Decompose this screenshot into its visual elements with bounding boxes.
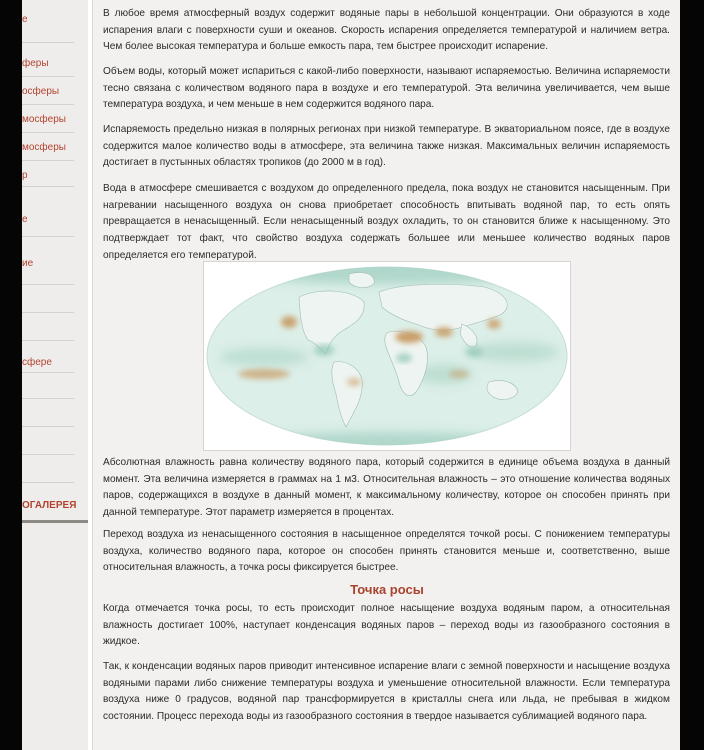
left-black-edge <box>0 0 22 750</box>
sidebar-menu <box>22 0 89 750</box>
humidity-map-image <box>203 261 571 451</box>
article-paragraph: В любое время атмосферный воздух содержит водяные пары в небольшой концентрации. Они образуются в ходе испарения влаги с поверхности суши и океанов. Скорость испарения определяется температурой и наличием ветра. Чем более высокая температура и больше емкость пара, тем быстрее происходит испарение. <box>103 8 670 53</box>
sidebar-divider <box>22 398 74 399</box>
sidebar-divider <box>22 132 74 133</box>
article-content <box>92 0 681 750</box>
sidebar-item-1[interactable]: е <box>22 14 28 25</box>
sidebar-item-7[interactable]: е <box>22 214 28 225</box>
sidebar-divider <box>22 160 74 161</box>
sidebar-item-6[interactable]: р <box>22 170 28 181</box>
sidebar-divider <box>22 482 74 483</box>
sidebar-divider <box>22 104 74 105</box>
sidebar-divider <box>22 426 74 427</box>
sidebar-item-5[interactable]: мосферы <box>22 142 66 153</box>
sidebar-item-4[interactable]: мосферы <box>22 114 66 125</box>
world-map-graphic <box>204 262 570 450</box>
article-paragraph: Объем воды, который может испариться с какой-либо поверхности, называют испаряемостью. Величина испаряемости тесно связана с количеством водяного пара в воздухе и его температурой. Эта величина увеличивается, чем выше температура воздуха, и чем меньше в нем содержится водяного пара. <box>103 66 670 111</box>
article-paragraph: Абсолютная влажность равна количеству водяного пара, который содержится в единице объема воздуха в данный момент. Эта величина измеряется в граммах на 1 м3. Относительная влажность – это отношение количества водяных паров, содержащихся в воздухе в данный момент, к максимальному количеству, которое он способен принять при данной температуре. Этот параметр измеряется в процентах. <box>103 457 670 519</box>
sidebar-divider <box>22 76 74 77</box>
article-paragraph: Переход воздуха из ненасыщенного состояния в насыщенное определятся точкой росы. С понижением температуры воздуха, количество водяного пара, которое он способен принять становится меньше и, соответственно, выше относительная влажность, а точка росы фиксируется быстрее. <box>103 529 670 574</box>
sidebar-item-2[interactable]: феры <box>22 58 49 69</box>
sidebar-item-9[interactable]: сфере <box>22 357 52 368</box>
sidebar-divider <box>22 284 74 285</box>
sidebar-divider <box>22 236 74 237</box>
right-black-edge <box>680 0 704 750</box>
photo-gallery-link[interactable]: ОГАЛЕРЕЯ <box>22 500 77 511</box>
section-heading: Точка росы <box>350 582 424 597</box>
sidebar-divider <box>22 186 74 187</box>
sidebar-divider <box>22 42 74 43</box>
article-paragraph: Испаряемость предельно низкая в полярных регионах при низкой температуре. В экваториальном поясе, где в воздухе содержится малое количество воды в атмосфере, эта величина также низкая. Максимальных величин испаряемость достигает в пустынных областях тропиков (до 2000 м в год). <box>103 124 670 169</box>
sidebar-divider <box>22 372 74 373</box>
article-paragraph: Когда отмечается точка росы, то есть происходит полное насыщение воздуха водяным паром, а относительная влажность достигает 100%, наступает конденсация водяных паров – переход воды из газообразного состояния в жидкое. <box>103 603 670 648</box>
article-paragraph: Вода в атмосфере смешивается с воздухом до определенного предела, пока воздух не становится насыщенным. При нагревании насыщенного воздуха он снова приобретает способность впитывать водяной пар, то есть опять превращается в ненасыщенный. Если ненасыщенный воздух охладить, то он становится ближе к насыщенному. Это подтверждает тот факт, что свойство воздуха содержать большее или меньшее количество водяных паров определяется его температурой. <box>103 183 670 261</box>
sidebar-item-8[interactable]: ие <box>22 258 34 269</box>
sidebar-divider <box>22 312 74 313</box>
sidebar-divider <box>22 340 74 341</box>
sidebar-divider <box>22 454 74 455</box>
article-paragraph: Так, к конденсации водяных паров приводит интенсивное испарение влаги с земной поверхности и насыщение воздуха водяными парами либо снижение температуры воздуха и уменьшение относительной влажности. Если температура воздуха ниже 0 градусов, водяной пар трансформируется в кристаллы снега или льда, не пребывая в жидком состоянии. Процесс перехода воды из газообразного состояния в твердое называется сублимацией водяного пара. <box>103 661 670 723</box>
gallery-underline <box>22 520 88 523</box>
sidebar-item-3[interactable]: осферы <box>22 86 60 97</box>
